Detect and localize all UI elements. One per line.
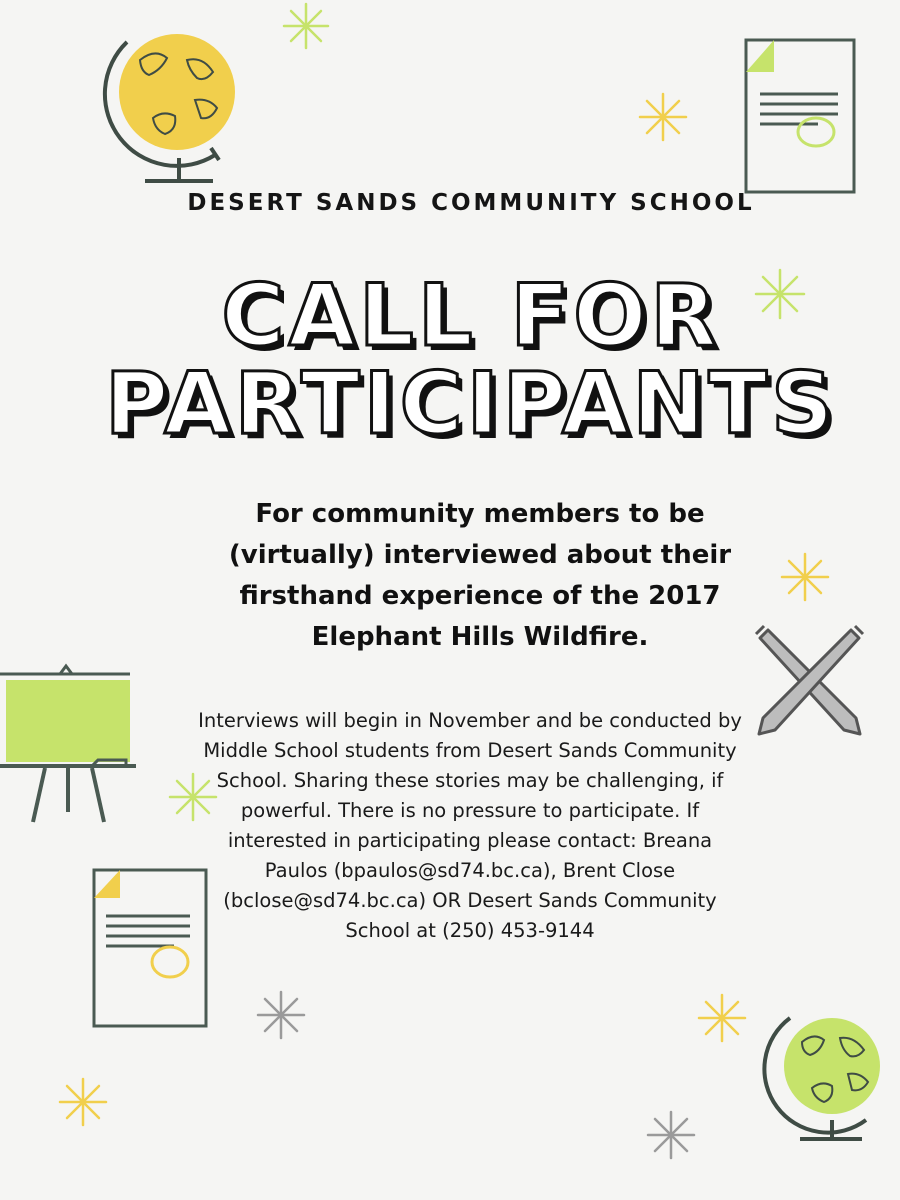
document-icon — [90, 866, 210, 1031]
sparkle-icon — [58, 1077, 108, 1127]
body-paragraph: Interviews will begin in November and be conducted by Middle School students from Desert Sands Community School. Sharing these stories may be challenging, if powerful. There is no pressure to participate. If interested in participating please contact: Breana Paulos (bpaulos@sd74.bc.ca), Brent Close (bclose@sd74.bc.ca) OR Desert Sands Community School at (250) 453-9144 — [198, 709, 742, 942]
subheading: For community members to be (virtually) interviewed about their firsthand experience of the 2017 Elephant Hills Wildfire. — [228, 499, 732, 652]
headline-line-1: CALL FOR — [221, 266, 721, 366]
document-icon — [738, 36, 858, 196]
sparkle-icon — [256, 990, 306, 1040]
sparkle-icon — [638, 92, 688, 142]
easel-board-icon — [0, 662, 140, 827]
sparkle-icon — [780, 552, 830, 602]
sparkle-icon — [646, 1110, 696, 1160]
globe-icon — [770, 1010, 888, 1145]
globe-icon — [105, 20, 235, 185]
sparkle-icon — [282, 2, 330, 50]
headline-line-2: PARTICIPANTS — [104, 354, 838, 454]
school-name: DESERT SANDS COMMUNITY SCHOOL — [187, 190, 755, 216]
sparkle-icon — [697, 993, 747, 1043]
